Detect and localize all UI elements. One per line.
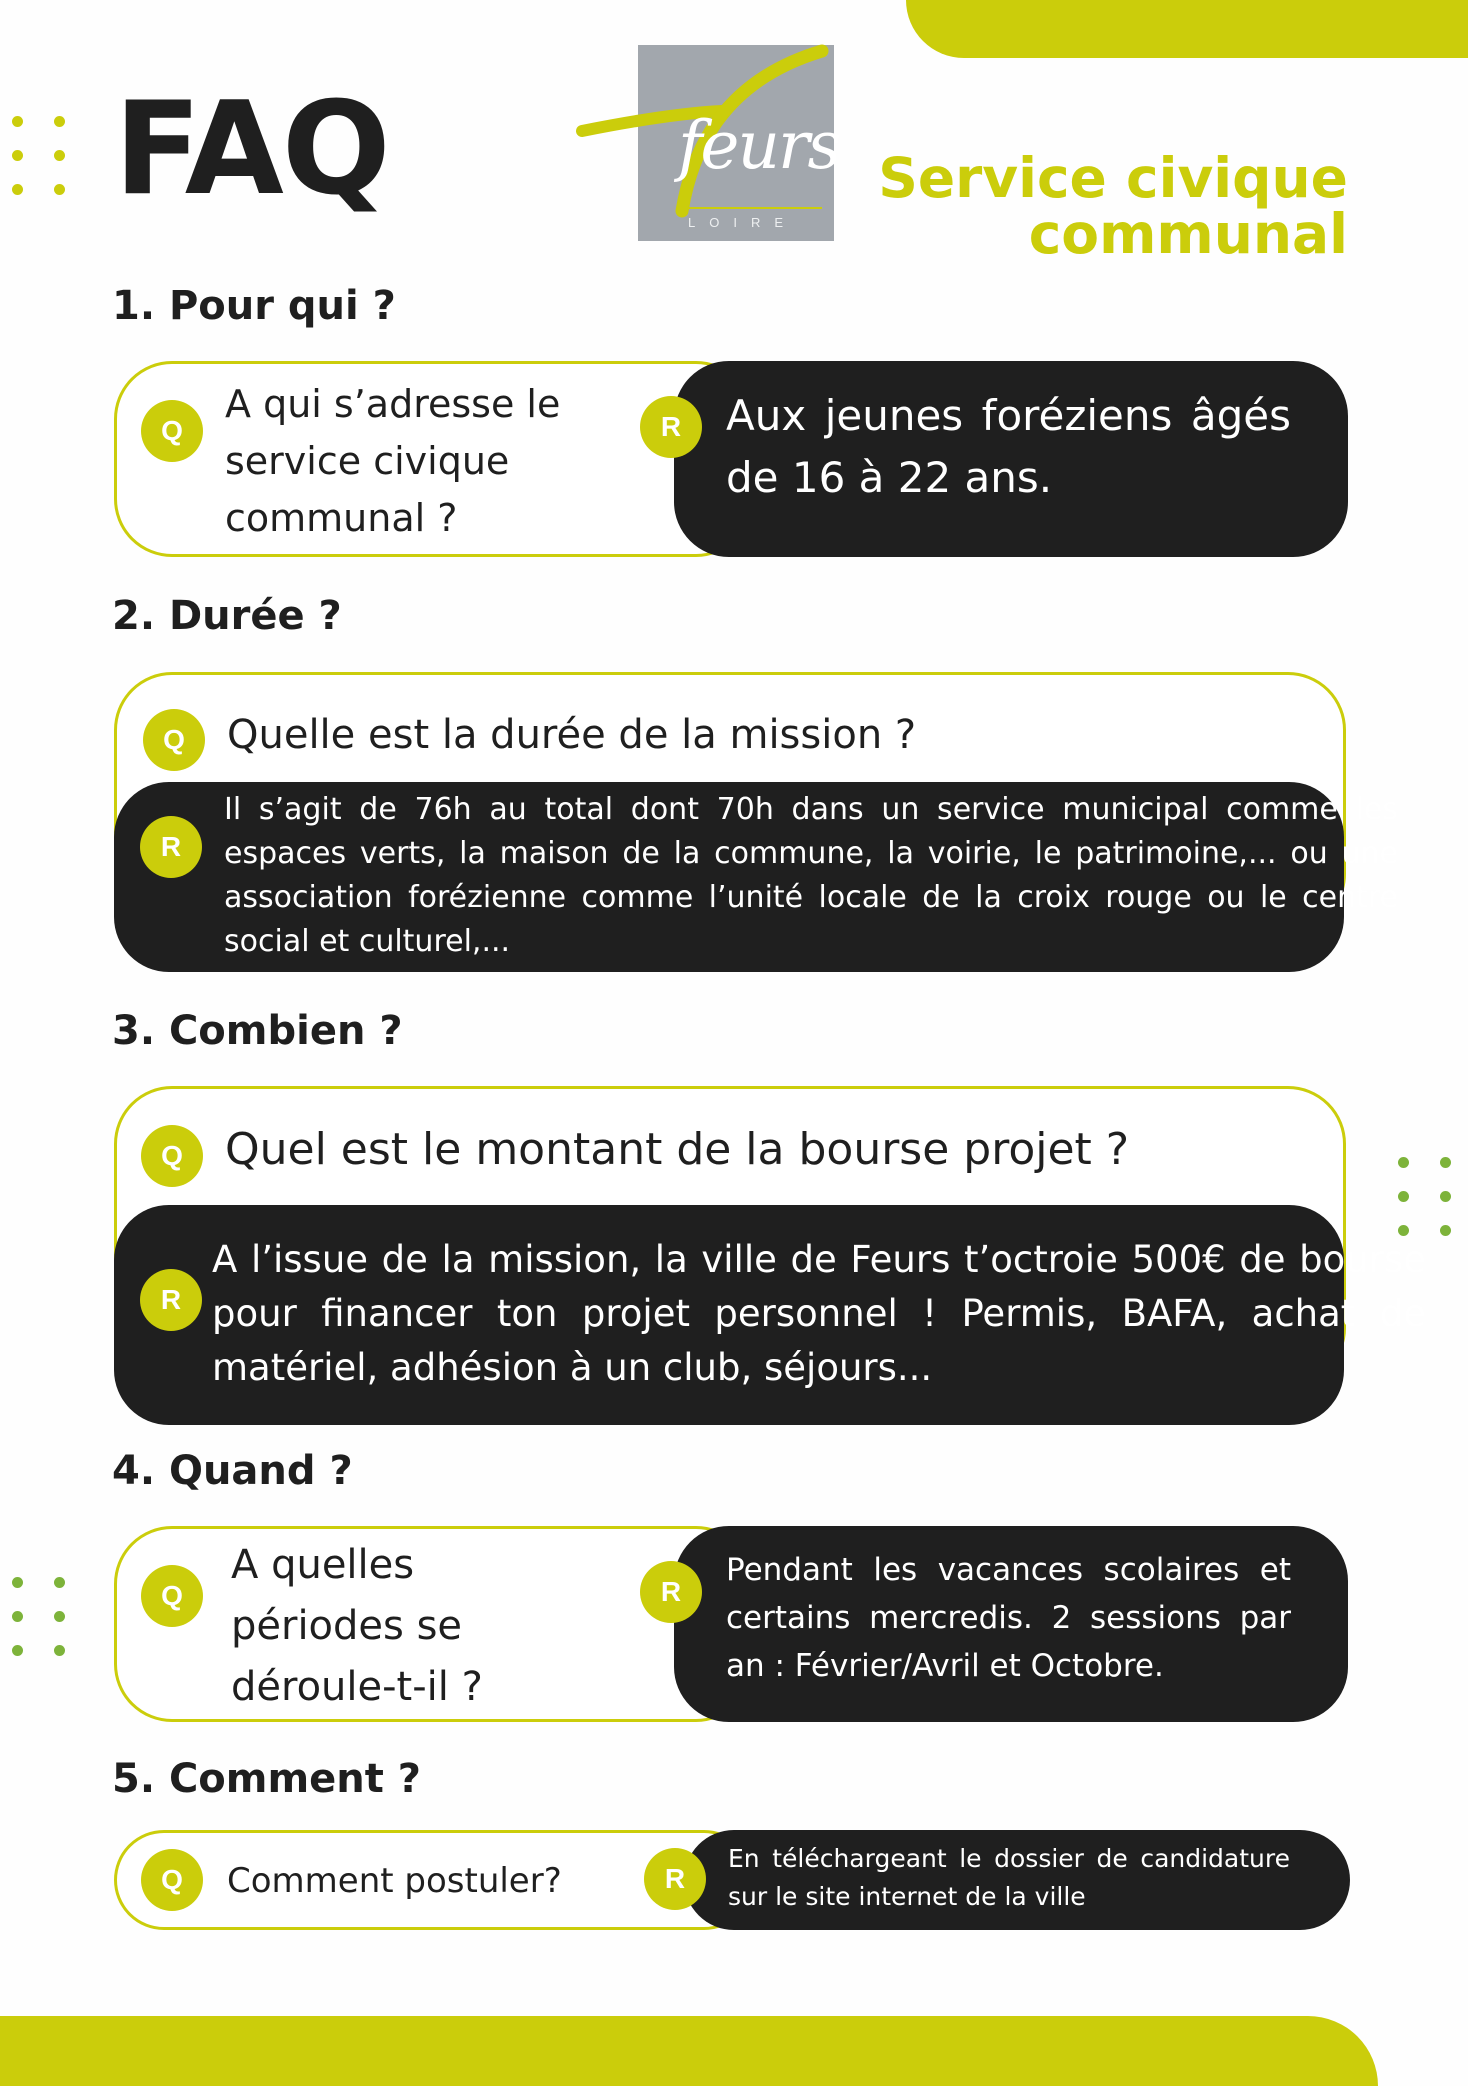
top-accent-bar — [906, 0, 1468, 58]
logo-subtitle: LOIRE — [688, 215, 798, 230]
feurs-logo — [638, 45, 840, 241]
answer-card-4 — [674, 1526, 1348, 1722]
dot-pattern-bottom-left — [12, 1577, 66, 1656]
brand-title — [878, 146, 1348, 266]
answer-text: A l’issue de la mission, la ville de Feurs t’octroie 500€ de bourse pour financer ton projet personnel ! Permis, BAFA, achat de matériel, adhésion à un club, séjours... — [212, 1238, 1426, 1389]
logo-wordmark: feurs — [678, 107, 840, 184]
answer-text: Pendant les vacances scolaires et certains mercredis. 2 sessions par an : Février/Avril et Octobre. — [726, 1552, 1291, 1684]
logo-underline — [682, 207, 822, 209]
r-badge: R — [640, 396, 702, 458]
q-badge: Q — [141, 1565, 203, 1627]
answer-card-3 — [114, 1205, 1426, 1425]
answer-text: Il s’agit de 76h au total dont 70h dans un service municipal comme les espaces verts, la maison de la commune, la voirie, le patrimoine,... ou une association forézienne comme l’unité locale de la croix rouge ou le centre social et culturel,... — [224, 792, 1398, 959]
r-badge: R — [140, 816, 202, 878]
question-text: Quel est le montant de la bourse projet ? — [225, 1124, 1130, 1175]
section-heading-quand: 4. Quand ? — [112, 1448, 353, 1494]
section-heading-comment: 5. Comment ? — [112, 1756, 422, 1802]
q-badge: Q — [141, 1125, 203, 1187]
answer-text: En téléchargeant le dossier de candidature sur le site internet de la ville — [728, 1844, 1290, 1911]
dot-pattern-right — [1398, 1157, 1452, 1236]
question-text: A quelles périodes se déroule-t-il ? — [231, 1542, 483, 1710]
answer-card-5 — [684, 1830, 1350, 1930]
q-badge: Q — [141, 400, 203, 462]
r-badge: R — [640, 1561, 702, 1623]
question-text: Comment postuler? — [227, 1861, 562, 1901]
dot-pattern-top-left — [12, 116, 66, 195]
question-text: A qui s’adresse le service civique communal ? — [225, 382, 561, 540]
page-title: FAQ — [114, 75, 389, 224]
question-card-1 — [114, 361, 754, 557]
section-heading-pour-qui: 1. Pour qui ? — [112, 283, 396, 329]
brand-title-line1: Service civique — [878, 146, 1348, 210]
brand-title-line2: communal — [1028, 202, 1348, 266]
bottom-accent-bar — [0, 2016, 1378, 2086]
section-heading-duree: 2. Durée ? — [112, 593, 342, 639]
q-badge: Q — [141, 1849, 203, 1911]
question-card-4 — [114, 1526, 754, 1722]
answer-text: Aux jeunes foréziens âgés de 16 à 22 ans. — [726, 391, 1291, 502]
answer-card-1 — [674, 361, 1348, 557]
answer-card-2 — [114, 782, 1398, 972]
q-badge: Q — [143, 709, 205, 771]
r-badge: R — [644, 1848, 706, 1910]
section-heading-combien: 3. Combien ? — [112, 1008, 403, 1054]
question-text: Quelle est la durée de la mission ? — [227, 712, 917, 758]
r-badge: R — [140, 1269, 202, 1331]
